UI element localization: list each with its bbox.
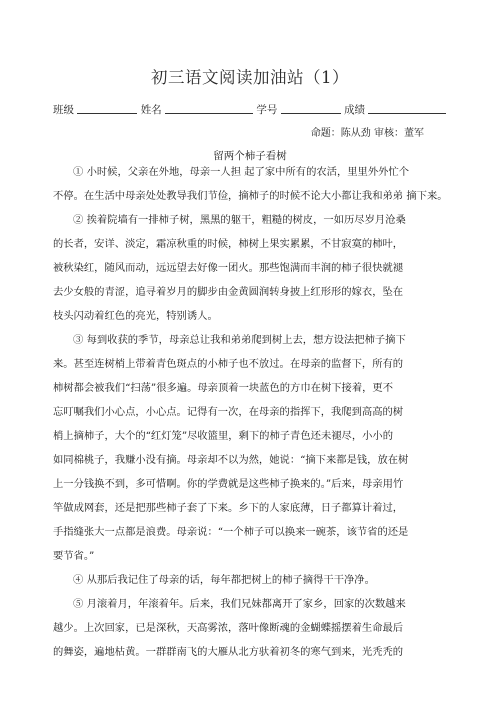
text-line: 如同棉桃子，我赚小没有摘。母亲却不以为然，她说：“摘下来都是钱，放在树	[53, 454, 409, 466]
text-line: 梢上摘柿子，大个的“红灯笼”尽收篮里，剩下的柿子青色还未褪尽，小小的	[53, 430, 394, 442]
student-info-row	[53, 102, 446, 117]
text-line: 竿做成网套，还是把那些柿子套了下来。乡下的人家底薄，日子都算计着过，	[53, 502, 404, 514]
text-line: 柿树都会被我们“扫荡”很多遍。母亲顶着一块蓝色的方巾在树下接着，更不	[53, 382, 394, 394]
byline: 命题：陈从劲 审核：董军	[310, 128, 424, 139]
article-title: 留两个柿子看树	[213, 150, 287, 162]
text-line: 要节省。”	[53, 550, 95, 562]
class-label: 班级	[53, 104, 74, 116]
id-blank	[281, 103, 341, 114]
text-line: ① 小时候，父亲在外地，母亲一人担 起了家中所有的农活，里里外外忙个	[73, 166, 410, 178]
text-line: 枝头闪动着红色的亮光，特别诱人。	[53, 310, 218, 322]
text-line: 上一分钱换不到，多可惜啊。你的学费就是这些柿子换来的。”后来，母亲用竹	[53, 478, 404, 490]
name-blank	[165, 103, 253, 114]
text-line: 被秋染红，随风而动，远远望去好像一团火。那些饱满而丰润的柿子很快就褪	[53, 262, 404, 274]
name-label: 姓名	[140, 104, 162, 116]
text-line: 去少女般的青涩，追寻着岁月的脚步由金黄圆润转身披上红形形的嫁衣，坠在	[53, 286, 404, 298]
id-label: 学号	[256, 104, 278, 116]
page-title: 初三语文阅读加油站（1）	[151, 68, 349, 87]
text-line: 来。甚至连树梢上带着青色斑点的小柿子也不放过。在母亲的监督下，所有的	[53, 358, 404, 370]
text-line: 越少。上次回家，已是深秋，天高雾浓，落叶像断魂的金蝴蝶摇摆着生命最后	[53, 622, 404, 634]
text-line: 忘叮嘱我们小心点，小心点。记得有一次，在母亲的指挥下，我爬到高高的树	[53, 406, 404, 418]
score-blank	[368, 103, 446, 114]
text-line: ② 挨着院墙有一排柿子树，黑黑的躯干，粗糙的树皮，一如历尽岁月沧桑	[73, 214, 406, 226]
text-line: 不停。在生活中母亲处处教导我们节俭，摘柿子的时候不论大小都让我和弟弟 摘下来。	[53, 190, 448, 202]
class-blank	[77, 103, 137, 114]
text-line: 的长者，安详、淡定，霜凉秋重的时候，柿树上果实累累，不甘寂寞的柿叶，	[53, 238, 404, 250]
score-label: 成绩	[344, 104, 366, 116]
text-line: ⑤ 月滚着月，年滚着年。后来，我们兄妹都离开了家乡，回家的次数越来	[73, 598, 406, 610]
text-line: 的舞姿，遍地枯黄。一群群南飞的大雁从北方驮着初冬的寒气到来，光秃秃的	[53, 646, 404, 658]
text-line: 手指缝张大一点都是浪费。母亲说：“一个柿子可以换来一碗茶，该节省的还是	[53, 526, 409, 538]
text-line: ④ 从那后我记住了母亲的话，每年都把树上的柿子摘得干干净净。	[73, 574, 375, 586]
text-line: ③ 每到收获的季节，母亲总让我和弟弟爬到树上去，想方设法把柿子摘下	[73, 334, 406, 346]
